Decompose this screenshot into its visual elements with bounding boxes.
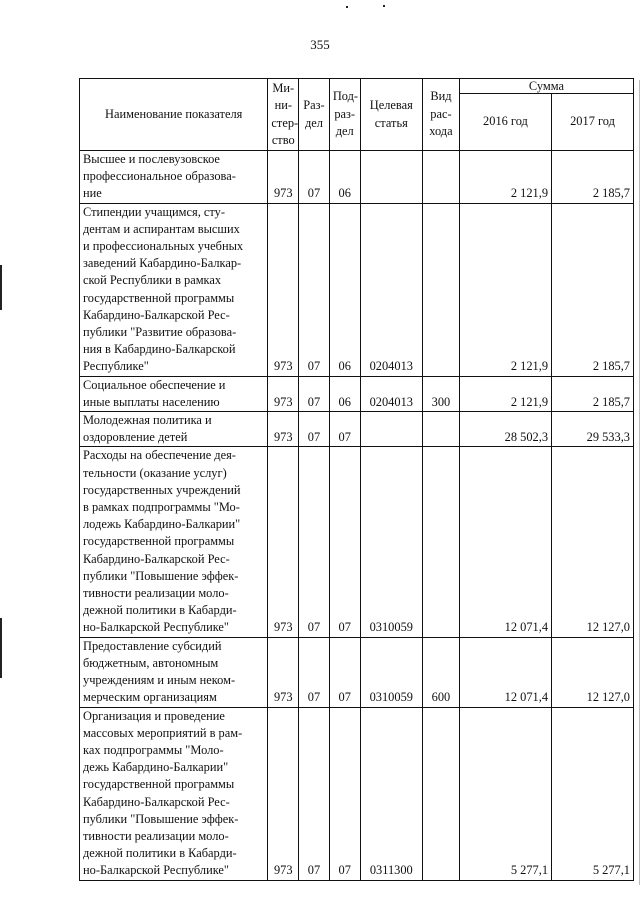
cell-ministry: 973 bbox=[268, 203, 299, 376]
row-name-line: но-Балкарской Республике" bbox=[83, 620, 229, 635]
cell-target: 0311300 bbox=[360, 707, 422, 880]
row-name-line: тивности реализации моло- bbox=[83, 586, 229, 601]
row-name-line: дежной политики в Кабарди- bbox=[83, 846, 237, 861]
page-number: 355 bbox=[310, 37, 330, 52]
row-name-line: тивности реализации моло- bbox=[83, 828, 229, 843]
cell-y2017: 2 185,7 bbox=[552, 376, 634, 411]
cell-section: 07 bbox=[299, 707, 330, 880]
cell-expense: 300 bbox=[423, 376, 460, 411]
cell-expense: 600 bbox=[423, 637, 460, 707]
cell-subsection: 06 bbox=[329, 376, 360, 411]
row-name-line: тельности (оказание услуг) bbox=[83, 465, 227, 480]
cell-subsection: 06 bbox=[329, 203, 360, 376]
row-name-line: государственной программы bbox=[83, 777, 235, 792]
row-name-line: публики "Развитие образова- bbox=[83, 325, 237, 340]
row-name-line: Молодежная политика и bbox=[83, 413, 212, 428]
cell-ministry: 973 bbox=[268, 412, 299, 447]
cell-y2016: 28 502,3 bbox=[459, 412, 551, 447]
row-name-line: дежной политики в Кабарди- bbox=[83, 603, 237, 618]
row-name-line: мерческим организациям bbox=[83, 690, 217, 705]
row-name-line: Высшее и послевузовское bbox=[83, 152, 220, 166]
row-name bbox=[80, 203, 268, 376]
cell-target bbox=[360, 151, 422, 204]
row-name-line: дентам и аспирантам высших bbox=[83, 221, 240, 236]
cell-target: 0204013 bbox=[360, 203, 422, 376]
row-name-line: оздоровление детей bbox=[83, 430, 188, 445]
table-row bbox=[80, 203, 634, 376]
row-name-line: и профессиональных учебных bbox=[83, 239, 244, 254]
cell-target: 0204013 bbox=[360, 376, 422, 411]
cell-y2016: 5 277,1 bbox=[459, 707, 551, 880]
table-row bbox=[80, 447, 634, 637]
cell-ministry: 973 bbox=[268, 637, 299, 707]
cell-ministry: 973 bbox=[268, 151, 299, 204]
cell-y2016: 2 121,9 bbox=[459, 151, 551, 204]
cell-section: 07 bbox=[299, 376, 330, 411]
cell-expense bbox=[423, 412, 460, 447]
cell-y2016: 2 121,9 bbox=[459, 376, 551, 411]
row-name-line: ния в Кабардино-Балкарской bbox=[83, 342, 236, 357]
budget-table bbox=[79, 78, 634, 881]
row-name-line: Кабардино-Балкарской Рес- bbox=[83, 551, 230, 566]
cell-expense bbox=[423, 203, 460, 376]
row-name-line: публики "Повышение эффек- bbox=[83, 568, 239, 583]
cell-ministry: 973 bbox=[268, 376, 299, 411]
cell-target: 0310059 bbox=[360, 637, 422, 707]
row-name-line: Кабардино-Балкарской Рес- bbox=[83, 307, 230, 322]
col-header-section: Раз- дел bbox=[299, 79, 330, 151]
row-name bbox=[80, 151, 268, 204]
cell-ministry: 973 bbox=[268, 707, 299, 880]
cell-y2017: 12 127,0 bbox=[552, 447, 634, 637]
scan-mark bbox=[0, 618, 2, 678]
cell-y2017: 2 185,7 bbox=[552, 203, 634, 376]
col-header-name: Наименование показателя bbox=[80, 79, 268, 151]
cell-y2017: 2 185,7 bbox=[552, 151, 634, 204]
cell-target bbox=[360, 412, 422, 447]
row-name-line: но-Балкарской Республике" bbox=[83, 863, 229, 878]
cell-y2016: 12 071,4 bbox=[459, 447, 551, 637]
cell-expense bbox=[423, 447, 460, 637]
col-header-subsection: Под- раз- дел bbox=[329, 79, 360, 151]
cell-subsection: 07 bbox=[329, 412, 360, 447]
table-row bbox=[80, 376, 634, 411]
cell-section: 07 bbox=[299, 203, 330, 376]
row-name-line: иные выплаты населению bbox=[83, 394, 220, 409]
scan-edge bbox=[636, 80, 640, 885]
col-header-target: Целевая статья bbox=[360, 79, 422, 151]
row-name-line: массовых мероприятий в рам- bbox=[83, 725, 243, 740]
col-header-2017: 2017 год bbox=[552, 94, 634, 151]
cell-y2016: 12 071,4 bbox=[459, 637, 551, 707]
cell-section: 07 bbox=[299, 151, 330, 204]
cell-subsection: 06 bbox=[329, 151, 360, 204]
col-header-expense: Вид рас- хода bbox=[423, 79, 460, 151]
row-name-line: Организация и проведение bbox=[83, 708, 225, 723]
table-row bbox=[80, 707, 634, 880]
row-name-line: учреждениям и иным неком- bbox=[83, 673, 236, 688]
cell-section: 07 bbox=[299, 447, 330, 637]
cell-subsection: 07 bbox=[329, 707, 360, 880]
row-name-line: ской Республики в рамках bbox=[83, 273, 222, 288]
row-name-line: в рамках подпрограммы "Мо- bbox=[83, 500, 240, 515]
table-row bbox=[80, 412, 634, 447]
row-name-line: Предоставление субсидий bbox=[83, 638, 222, 653]
scan-mark bbox=[383, 5, 385, 7]
cell-ministry: 973 bbox=[268, 447, 299, 637]
row-name-line: Социальное обеспечение и bbox=[83, 377, 226, 392]
row-name-line: бюджетным, автономным bbox=[83, 655, 219, 670]
row-name bbox=[80, 637, 268, 707]
row-name-line: Кабардино-Балкарской Рес- bbox=[83, 794, 230, 809]
cell-y2017: 12 127,0 bbox=[552, 637, 634, 707]
col-header-2016: 2016 год bbox=[459, 94, 551, 151]
cell-y2017: 29 533,3 bbox=[552, 412, 634, 447]
cell-section: 07 bbox=[299, 412, 330, 447]
row-name-line: государственной программы bbox=[83, 534, 235, 549]
row-name-line: ние bbox=[83, 186, 102, 201]
row-name-line: государственных учреждений bbox=[83, 482, 241, 497]
row-name bbox=[80, 707, 268, 880]
row-name-line: государственной программы bbox=[83, 290, 235, 305]
scan-mark bbox=[346, 6, 348, 8]
row-name-line: Республике" bbox=[83, 359, 149, 374]
col-header-sum: Сумма bbox=[459, 79, 633, 94]
cell-expense bbox=[423, 707, 460, 880]
row-name-line: дежь Кабардино-Балкарии" bbox=[83, 760, 229, 775]
row-name-line: профессиональное образова- bbox=[83, 169, 236, 184]
cell-y2017: 5 277,1 bbox=[552, 707, 634, 880]
cell-subsection: 07 bbox=[329, 637, 360, 707]
table-row bbox=[80, 637, 634, 707]
cell-target: 0310059 bbox=[360, 447, 422, 637]
row-name bbox=[80, 376, 268, 411]
cell-y2016: 2 121,9 bbox=[459, 203, 551, 376]
row-name-line: лодежь Кабардино-Балкарии" bbox=[83, 517, 241, 532]
row-name-line: заведений Кабардино-Балкар- bbox=[83, 256, 242, 271]
row-name bbox=[80, 412, 268, 447]
cell-subsection: 07 bbox=[329, 447, 360, 637]
row-name-line: публики "Повышение эффек- bbox=[83, 811, 239, 826]
header-row bbox=[80, 79, 634, 94]
cell-section: 07 bbox=[299, 637, 330, 707]
row-name-line: Стипендии учащимся, сту- bbox=[83, 204, 225, 219]
scan-mark bbox=[0, 265, 2, 310]
row-name bbox=[80, 447, 268, 637]
table-row bbox=[80, 151, 634, 204]
row-name-line: ках подпрограммы "Моло- bbox=[83, 742, 224, 757]
col-header-ministry: Ми- ни- стер- ство bbox=[268, 79, 299, 151]
cell-expense bbox=[423, 151, 460, 204]
row-name-line: Расходы на обеспечение дея- bbox=[83, 448, 236, 463]
